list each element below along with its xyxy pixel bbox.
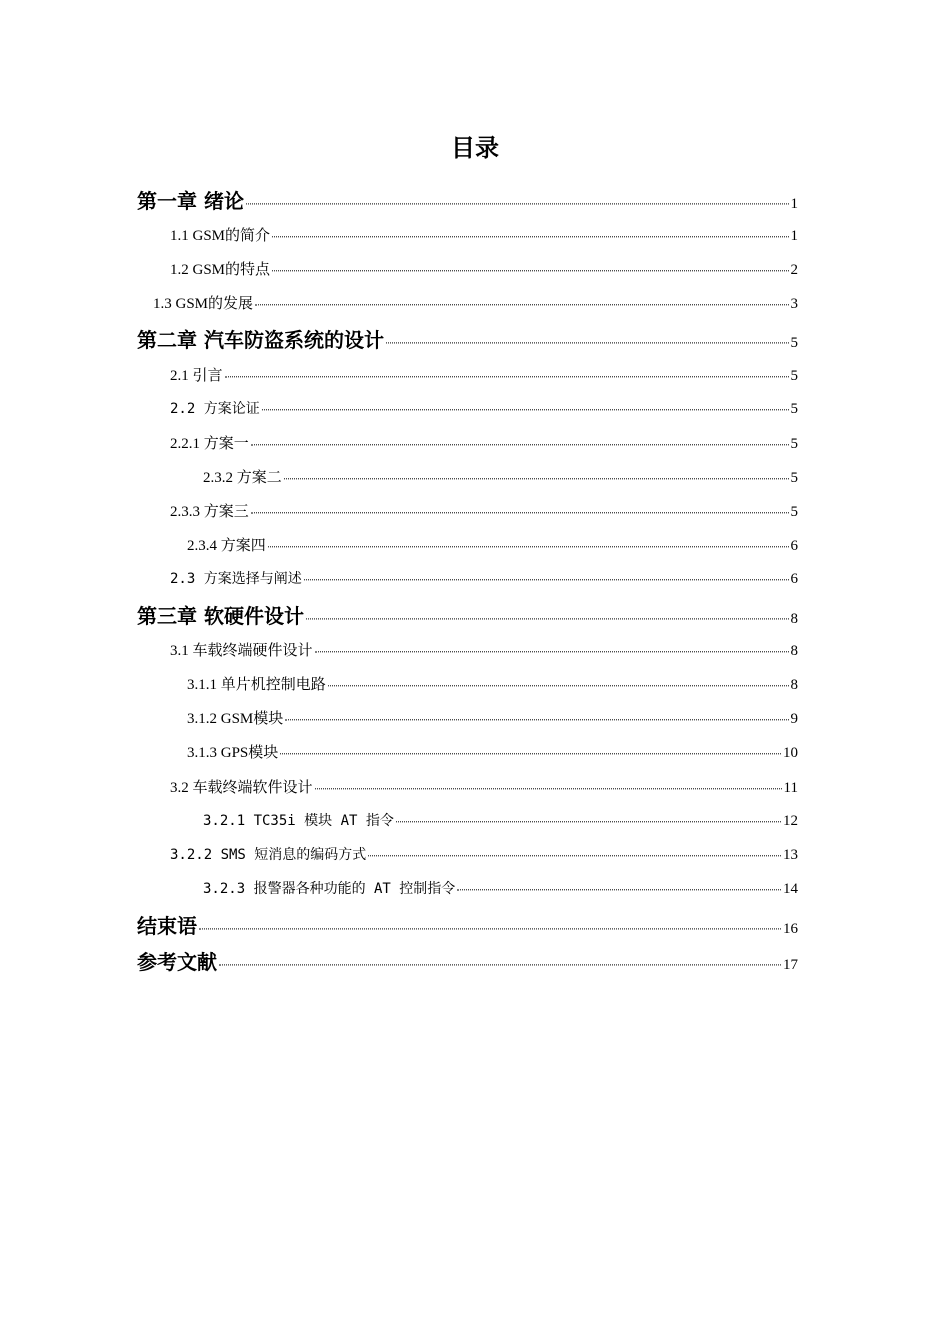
- toc-entry-label: 2.3 方案选择与阐述: [170, 571, 302, 588]
- toc-leader-dots: [251, 498, 789, 513]
- toc-entry-label: 1.1 GSM的简介: [170, 228, 271, 244]
- toc-entry-page: 13: [783, 847, 798, 864]
- toc-leader-dots: [315, 774, 782, 789]
- toc-leader-dots: [246, 184, 789, 204]
- toc-entry-label: 3.2.2 SMS 短消息的编码方式: [170, 847, 367, 864]
- toc-leader-dots: [396, 807, 781, 822]
- toc-entry-page: 1: [790, 196, 798, 212]
- toc-leader-dots: [315, 637, 789, 652]
- toc-entry-label: 第一章 绪论: [137, 189, 244, 213]
- toc-entry-label: 3.1.1 单片机控制电路: [187, 677, 326, 693]
- toc-title: 目录: [451, 134, 499, 162]
- toc-leader-dots: [219, 945, 781, 965]
- toc-entry-label: 2.3.2 方案二: [203, 470, 282, 486]
- toc-leader-dots: [457, 875, 781, 890]
- toc-entry-label: 3.1.3 GPS模块: [187, 745, 279, 761]
- toc-entry-page: 1: [790, 228, 798, 244]
- toc-entry-3-1-1[interactable]: [187, 673, 798, 697]
- toc-leader-dots: [199, 909, 781, 929]
- toc-entry-2-2-1[interactable]: [170, 432, 798, 456]
- toc-entry-page: 10: [783, 745, 798, 761]
- toc-entry-page: 5: [790, 368, 798, 384]
- toc-entry-page: 12: [783, 813, 798, 830]
- toc-entry-page: 16: [783, 921, 798, 937]
- toc-entry-label: 1.2 GSM的特点: [170, 262, 271, 278]
- toc-leader-dots: [368, 841, 781, 856]
- toc-entry-2-3[interactable]: [170, 568, 798, 592]
- toc-entry-label: 3.2 车载终端软件设计: [170, 780, 313, 796]
- toc-entry-chapter-2[interactable]: [137, 324, 798, 354]
- toc-entry-3-2-1[interactable]: [203, 810, 798, 834]
- toc-entry-2-3-4[interactable]: [187, 534, 798, 558]
- toc-entry-page: 9: [790, 711, 798, 727]
- toc-leader-dots: [272, 256, 788, 271]
- toc-leader-dots: [280, 739, 781, 754]
- toc-entry-chapter-3[interactable]: [137, 600, 798, 630]
- toc-entry-page: 6: [790, 538, 798, 554]
- toc-entry-page: 11: [783, 780, 798, 796]
- toc-entry-page: 5: [790, 436, 798, 452]
- toc-entry-label: 2.3.4 方案四: [187, 538, 266, 554]
- toc-entry-label: 2.2.1 方案一: [170, 436, 249, 452]
- toc-entry-page: 17: [783, 957, 798, 973]
- toc-entry-chapter-1[interactable]: [137, 185, 798, 215]
- toc-entry-3-2-3[interactable]: [203, 878, 798, 902]
- toc-leader-dots: [251, 430, 789, 445]
- toc-entry-page: 5: [790, 504, 798, 520]
- toc-entry-label: 3.2.1 TC35i 模块 AT 指令: [203, 813, 394, 830]
- toc-entry-2-2[interactable]: [170, 398, 798, 422]
- toc-entry-label: 第二章 汽车防盗系统的设计: [137, 328, 384, 352]
- toc-entry-page: 8: [790, 643, 798, 659]
- toc-entry-page: 5: [790, 470, 798, 486]
- toc-leader-dots: [328, 671, 789, 686]
- toc-entry-label: 1.3 GSM的发展: [153, 296, 254, 312]
- toc-leader-dots: [272, 222, 788, 237]
- toc-entry-page: 6: [790, 571, 798, 588]
- toc-entry-label: 2.1 引言: [170, 368, 223, 384]
- toc-entry-label: 3.1.2 GSM模块: [187, 711, 284, 727]
- toc-entry-page: 8: [790, 677, 798, 693]
- toc-entry-page: 2: [790, 262, 798, 278]
- toc-entry-label: 3.2.3 报警器各种功能的 AT 控制指令: [203, 881, 456, 898]
- toc-entry-label: 第三章 软硬件设计: [137, 604, 304, 628]
- toc-entry-3-2[interactable]: [170, 776, 798, 800]
- toc-entry-label: 3.1 车载终端硬件设计: [170, 643, 313, 659]
- toc-entry-page: 3: [790, 296, 798, 312]
- toc-leader-dots: [255, 290, 788, 305]
- toc-leader-dots: [225, 362, 789, 377]
- toc-entry-1-1[interactable]: [170, 224, 798, 248]
- toc-entry-references[interactable]: [137, 946, 798, 976]
- toc-entry-1-3[interactable]: [153, 292, 798, 316]
- toc-entry-3-1[interactable]: [170, 639, 798, 663]
- toc-leader-dots: [262, 395, 789, 410]
- toc-leader-dots: [268, 532, 789, 547]
- toc-entry-label: 结束语: [137, 914, 197, 938]
- toc-entry-page: 14: [783, 881, 798, 898]
- toc-entry-label: 参考文献: [137, 950, 217, 974]
- toc-entry-1-2[interactable]: [170, 258, 798, 282]
- toc-entry-3-1-2[interactable]: [187, 707, 798, 731]
- toc-entry-2-1[interactable]: [170, 364, 798, 388]
- toc-entry-3-2-2[interactable]: [170, 844, 798, 868]
- toc-entry-3-1-3[interactable]: [187, 741, 798, 765]
- toc-entry-page: 5: [790, 335, 798, 351]
- toc-leader-dots: [386, 323, 789, 343]
- toc-leader-dots: [304, 565, 789, 580]
- toc-entry-page: 5: [790, 401, 798, 418]
- toc-leader-dots: [306, 599, 789, 619]
- toc-entry-label: 2.2 方案论证: [170, 401, 260, 418]
- toc-leader-dots: [285, 705, 788, 720]
- toc-entry-label: 2.3.3 方案三: [170, 504, 249, 520]
- toc-leader-dots: [284, 464, 789, 479]
- toc-entry-2-3-2[interactable]: [203, 466, 798, 490]
- toc-entry-page: 8: [790, 611, 798, 627]
- toc-entry-2-3-3[interactable]: [170, 500, 798, 524]
- toc-entry-conclusion[interactable]: [137, 910, 798, 940]
